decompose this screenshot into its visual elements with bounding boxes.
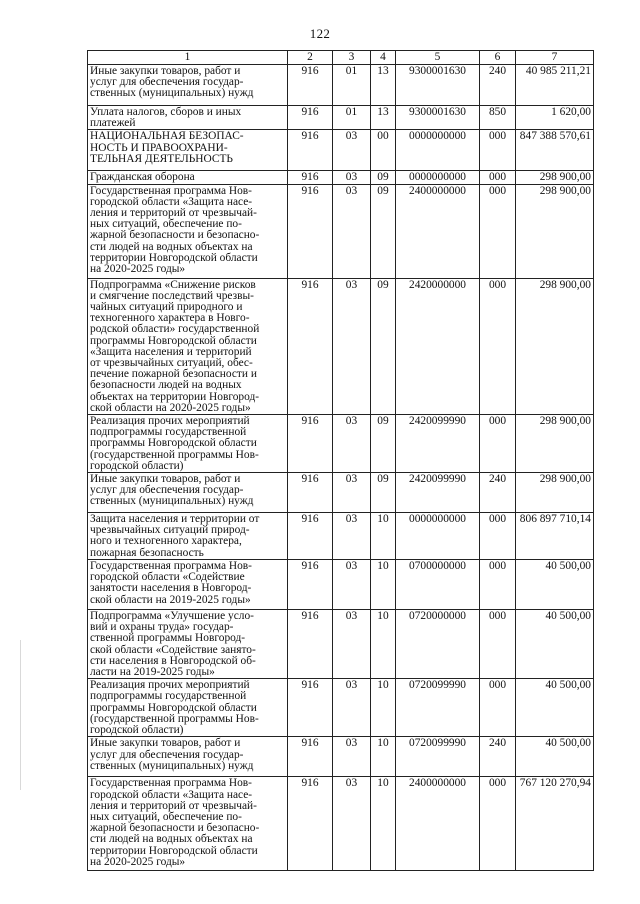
- target-article-cell: 0000000000: [396, 130, 480, 171]
- grbs-code-cell: 916: [288, 610, 333, 679]
- subsection-code-cell: 13: [371, 65, 396, 106]
- row-name-line: техногенного характера в Новго-: [90, 312, 250, 325]
- expense-type-cell: 240: [480, 65, 516, 106]
- row-name-cell: [88, 65, 288, 106]
- amount-cell: 847 388 570,61: [516, 130, 594, 171]
- row-name-line: (государственной программы Нов-: [90, 448, 259, 461]
- section-code-cell: 03: [333, 679, 371, 737]
- scan-artifact: [20, 640, 21, 790]
- row-name-line: сти людей на водных объектах на: [90, 833, 253, 846]
- amount-cell: 1 620,00: [516, 106, 594, 130]
- row-name-line: ственных (муниципальных) нужд: [90, 495, 254, 508]
- table-row: [88, 65, 594, 106]
- amount-cell: 298 900,00: [516, 415, 594, 473]
- amount-cell: 40 500,00: [516, 679, 594, 737]
- row-name-line: Государственная программа Нов-: [90, 560, 252, 573]
- row-name-line: подпрограммы государственной: [90, 690, 247, 703]
- table-row: [88, 415, 594, 473]
- row-name-line: (государственной программы Нов-: [90, 712, 259, 725]
- table-row: [88, 278, 594, 414]
- subsection-code-cell: 13: [371, 106, 396, 130]
- row-name-line: ской области на 2020-2025 годы»: [90, 401, 251, 414]
- expense-type-cell: 000: [480, 278, 516, 414]
- table-row: [88, 473, 594, 513]
- target-article-cell: 2420099990: [396, 473, 480, 513]
- row-name-cell: [88, 777, 288, 871]
- row-name-line: Государственная программа Нов-: [90, 777, 252, 790]
- row-name-line: ления и территорий от чрезвычай-: [90, 207, 257, 220]
- row-name-line: сти населения в Новгородской об-: [90, 654, 256, 667]
- section-code-cell: 03: [333, 610, 371, 679]
- row-name-line: Защита населения и территории от: [90, 513, 260, 526]
- grbs-code-cell: 916: [288, 737, 333, 777]
- row-name-line: программы Новгородской области: [90, 701, 257, 714]
- row-name-line: ных ситуаций, обеспечение по-: [90, 218, 242, 231]
- subsection-code-cell: 10: [371, 610, 396, 679]
- row-name-line: подпрограммы государственной: [90, 426, 247, 439]
- row-name-line: Иные закупки товаров, работ и: [90, 65, 241, 77]
- row-name-line: территории Новгородской области: [90, 251, 258, 264]
- row-name-line: занятости населения в Новгород-: [90, 582, 252, 595]
- amount-cell: 40 985 211,21: [516, 65, 594, 106]
- row-name-line: от чрезвычайных ситуаций, обес-: [90, 357, 253, 370]
- amount-cell: 806 897 710,14: [516, 513, 594, 560]
- row-name-line: ных ситуаций, обеспечение по-: [90, 810, 242, 823]
- target-article-cell: 9300001630: [396, 106, 480, 130]
- table-row: [88, 777, 594, 871]
- target-article-cell: 2420099990: [396, 415, 480, 473]
- target-article-cell: 0700000000: [396, 560, 480, 610]
- expense-type-cell: 000: [480, 130, 516, 171]
- row-name-line: платежей: [90, 117, 136, 130]
- row-name-line: ственных (муниципальных) нужд: [90, 759, 254, 772]
- header-row: [88, 51, 594, 65]
- table-row: [88, 106, 594, 130]
- expense-type-cell: 850: [480, 106, 516, 130]
- subsection-code-cell: 09: [371, 473, 396, 513]
- grbs-code-cell: 916: [288, 473, 333, 513]
- section-code-cell: 03: [333, 171, 371, 184]
- expense-type-cell: 000: [480, 415, 516, 473]
- row-name-line: на 2020-2025 годы»: [90, 855, 186, 868]
- grbs-code-cell: 916: [288, 106, 333, 130]
- expense-type-cell: 240: [480, 473, 516, 513]
- section-code-cell: 03: [333, 560, 371, 610]
- expense-type-cell: 000: [480, 679, 516, 737]
- row-name-line: территории Новгородской области: [90, 844, 258, 857]
- row-name-line: программы Новгородской области: [90, 334, 257, 347]
- expense-type-cell: 000: [480, 184, 516, 278]
- target-article-cell: 0000000000: [396, 513, 480, 560]
- column-header: 5: [396, 51, 480, 65]
- section-code-cell: 03: [333, 184, 371, 278]
- grbs-code-cell: 916: [288, 513, 333, 560]
- row-name-cell: [88, 473, 288, 513]
- row-name-cell: [88, 278, 288, 414]
- row-name-line: услуг для обеспечения государ-: [90, 484, 244, 497]
- row-name-line: ственных (муниципальных) нужд: [90, 87, 254, 100]
- row-name-line: НОСТЬ И ПРАВООХРАНИ-: [90, 141, 228, 154]
- amount-cell: 40 500,00: [516, 560, 594, 610]
- grbs-code-cell: 916: [288, 171, 333, 184]
- column-header: 1: [88, 51, 288, 65]
- row-name-line: городской области «Защита насе-: [90, 788, 253, 801]
- table-row: [88, 679, 594, 737]
- table-row: [88, 610, 594, 679]
- amount-cell: 298 900,00: [516, 473, 594, 513]
- table-row: [88, 737, 594, 777]
- section-code-cell: 03: [333, 278, 371, 414]
- row-name-line: ственной программы Новгород-: [90, 632, 246, 645]
- row-name-line: городской области): [90, 724, 184, 737]
- subsection-code-cell: 10: [371, 737, 396, 777]
- row-name-cell: [88, 130, 288, 171]
- grbs-code-cell: 916: [288, 679, 333, 737]
- row-name-line: безопасности людей на водных: [90, 379, 242, 392]
- row-name-line: услуг для обеспечения государ-: [90, 76, 244, 89]
- row-name-line: жарной безопасности и безопасно-: [90, 229, 260, 242]
- row-name-line: ного и техногенного характера,: [90, 535, 242, 548]
- target-article-cell: 0720099990: [396, 737, 480, 777]
- table-row: [88, 130, 594, 171]
- grbs-code-cell: 916: [288, 65, 333, 106]
- row-name-line: Реализация прочих мероприятий: [90, 679, 250, 692]
- column-header: 4: [371, 51, 396, 65]
- row-name-cell: [88, 679, 288, 737]
- subsection-code-cell: 10: [371, 513, 396, 560]
- row-name-line: «Защита населения и территорий: [90, 345, 252, 358]
- expense-type-cell: 000: [480, 610, 516, 679]
- column-header: 2: [288, 51, 333, 65]
- subsection-code-cell: 09: [371, 415, 396, 473]
- row-name-line: ласти на 2019-2025 годы»: [90, 666, 215, 679]
- row-name-line: вий и охраны труда» государ-: [90, 621, 234, 634]
- row-name-line: сти людей на водных объектах на: [90, 240, 253, 253]
- row-name-line: НАЦИОНАЛЬНАЯ БЕЗОПАС-: [90, 130, 244, 143]
- amount-cell: 298 900,00: [516, 171, 594, 184]
- row-name-line: ления и территорий от чрезвычай-: [90, 799, 257, 812]
- section-code-cell: 03: [333, 130, 371, 171]
- row-name-line: ТЕЛЬНАЯ ДЕЯТЕЛЬНОСТЬ: [90, 152, 233, 165]
- target-article-cell: 2400000000: [396, 777, 480, 871]
- budget-table: [87, 50, 594, 871]
- section-code-cell: 03: [333, 513, 371, 560]
- grbs-code-cell: 916: [288, 130, 333, 171]
- section-code-cell: 03: [333, 777, 371, 871]
- amount-cell: 298 900,00: [516, 278, 594, 414]
- section-code-cell: 03: [333, 415, 371, 473]
- grbs-code-cell: 916: [288, 184, 333, 278]
- subsection-code-cell: 00: [371, 130, 396, 171]
- column-header: 7: [516, 51, 594, 65]
- expense-type-cell: 000: [480, 171, 516, 184]
- row-name-line: Реализация прочих мероприятий: [90, 415, 250, 428]
- row-name-line: и смягчение последствий чрезвы-: [90, 289, 254, 302]
- table-row: [88, 184, 594, 278]
- subsection-code-cell: 09: [371, 278, 396, 414]
- section-code-cell: 01: [333, 106, 371, 130]
- row-name-line: ской области на 2019-2025 годы»: [90, 593, 251, 606]
- grbs-code-cell: 916: [288, 560, 333, 610]
- row-name-line: Уплата налогов, сборов и иных: [90, 106, 242, 118]
- column-header: 3: [333, 51, 371, 65]
- expense-type-cell: 240: [480, 737, 516, 777]
- row-name-cell: [88, 415, 288, 473]
- row-name-cell: [88, 184, 288, 278]
- target-article-cell: 2400000000: [396, 184, 480, 278]
- target-article-cell: 0720099990: [396, 679, 480, 737]
- grbs-code-cell: 916: [288, 278, 333, 414]
- section-code-cell: 01: [333, 65, 371, 106]
- row-name-line: Подпрограмма «Улучшение усло-: [90, 610, 254, 623]
- section-code-cell: 03: [333, 737, 371, 777]
- row-name-line: услуг для обеспечения государ-: [90, 748, 244, 761]
- row-name-cell: [88, 560, 288, 610]
- expense-type-cell: 000: [480, 513, 516, 560]
- row-name-line: городской области «Содействие: [90, 571, 245, 584]
- row-name-line: Иные закупки товаров, работ и: [90, 473, 241, 486]
- target-article-cell: 9300001630: [396, 65, 480, 106]
- row-name-line: городской области «Защита насе-: [90, 195, 253, 208]
- subsection-code-cell: 10: [371, 560, 396, 610]
- table-row: [88, 171, 594, 184]
- row-name-line: объектах на территории Новгород-: [90, 390, 260, 403]
- subsection-code-cell: 10: [371, 679, 396, 737]
- section-code-cell: 03: [333, 473, 371, 513]
- row-name-line: ской области «Содействие занято-: [90, 643, 256, 656]
- grbs-code-cell: 916: [288, 777, 333, 871]
- target-article-cell: 0720000000: [396, 610, 480, 679]
- row-name-line: родской области» государственной: [90, 323, 260, 336]
- row-name-cell: [88, 610, 288, 679]
- amount-cell: 40 500,00: [516, 737, 594, 777]
- amount-cell: 298 900,00: [516, 184, 594, 278]
- expense-type-cell: 000: [480, 777, 516, 871]
- row-name-cell: [88, 513, 288, 560]
- column-header: 6: [480, 51, 516, 65]
- row-name-line: городской области): [90, 459, 184, 472]
- row-name-line: чайных ситуаций природного и: [90, 301, 243, 314]
- row-name-line: Гражданская оборона: [90, 171, 195, 184]
- target-article-cell: 2420000000: [396, 278, 480, 414]
- row-name-line: на 2020-2025 годы»: [90, 263, 186, 276]
- page-number: 122: [309, 26, 331, 41]
- row-name-cell: [88, 106, 288, 130]
- row-name-line: Государственная программа Нов-: [90, 184, 252, 197]
- row-name-line: жарной безопасности и безопасно-: [90, 822, 260, 835]
- row-name-cell: [88, 171, 288, 184]
- subsection-code-cell: 10: [371, 777, 396, 871]
- table-body: [88, 65, 594, 871]
- row-name-line: Иные закупки товаров, работ и: [90, 737, 241, 750]
- row-name-line: чрезвычайных ситуаций природ-: [90, 524, 250, 537]
- subsection-code-cell: 09: [371, 184, 396, 278]
- row-name-line: программы Новгородской области: [90, 437, 257, 450]
- target-article-cell: 0000000000: [396, 171, 480, 184]
- grbs-code-cell: 916: [288, 415, 333, 473]
- subsection-code-cell: 09: [371, 171, 396, 184]
- row-name-line: печение пожарной безопасности и: [90, 368, 257, 381]
- table-row: [88, 513, 594, 560]
- expense-type-cell: 000: [480, 560, 516, 610]
- row-name-line: Подпрограмма «Снижение рисков: [90, 278, 256, 291]
- row-name-cell: [88, 737, 288, 777]
- row-name-line: пожарная безопасность: [90, 546, 204, 559]
- table-row: [88, 560, 594, 610]
- amount-cell: 767 120 270,94: [516, 777, 594, 871]
- amount-cell: 40 500,00: [516, 610, 594, 679]
